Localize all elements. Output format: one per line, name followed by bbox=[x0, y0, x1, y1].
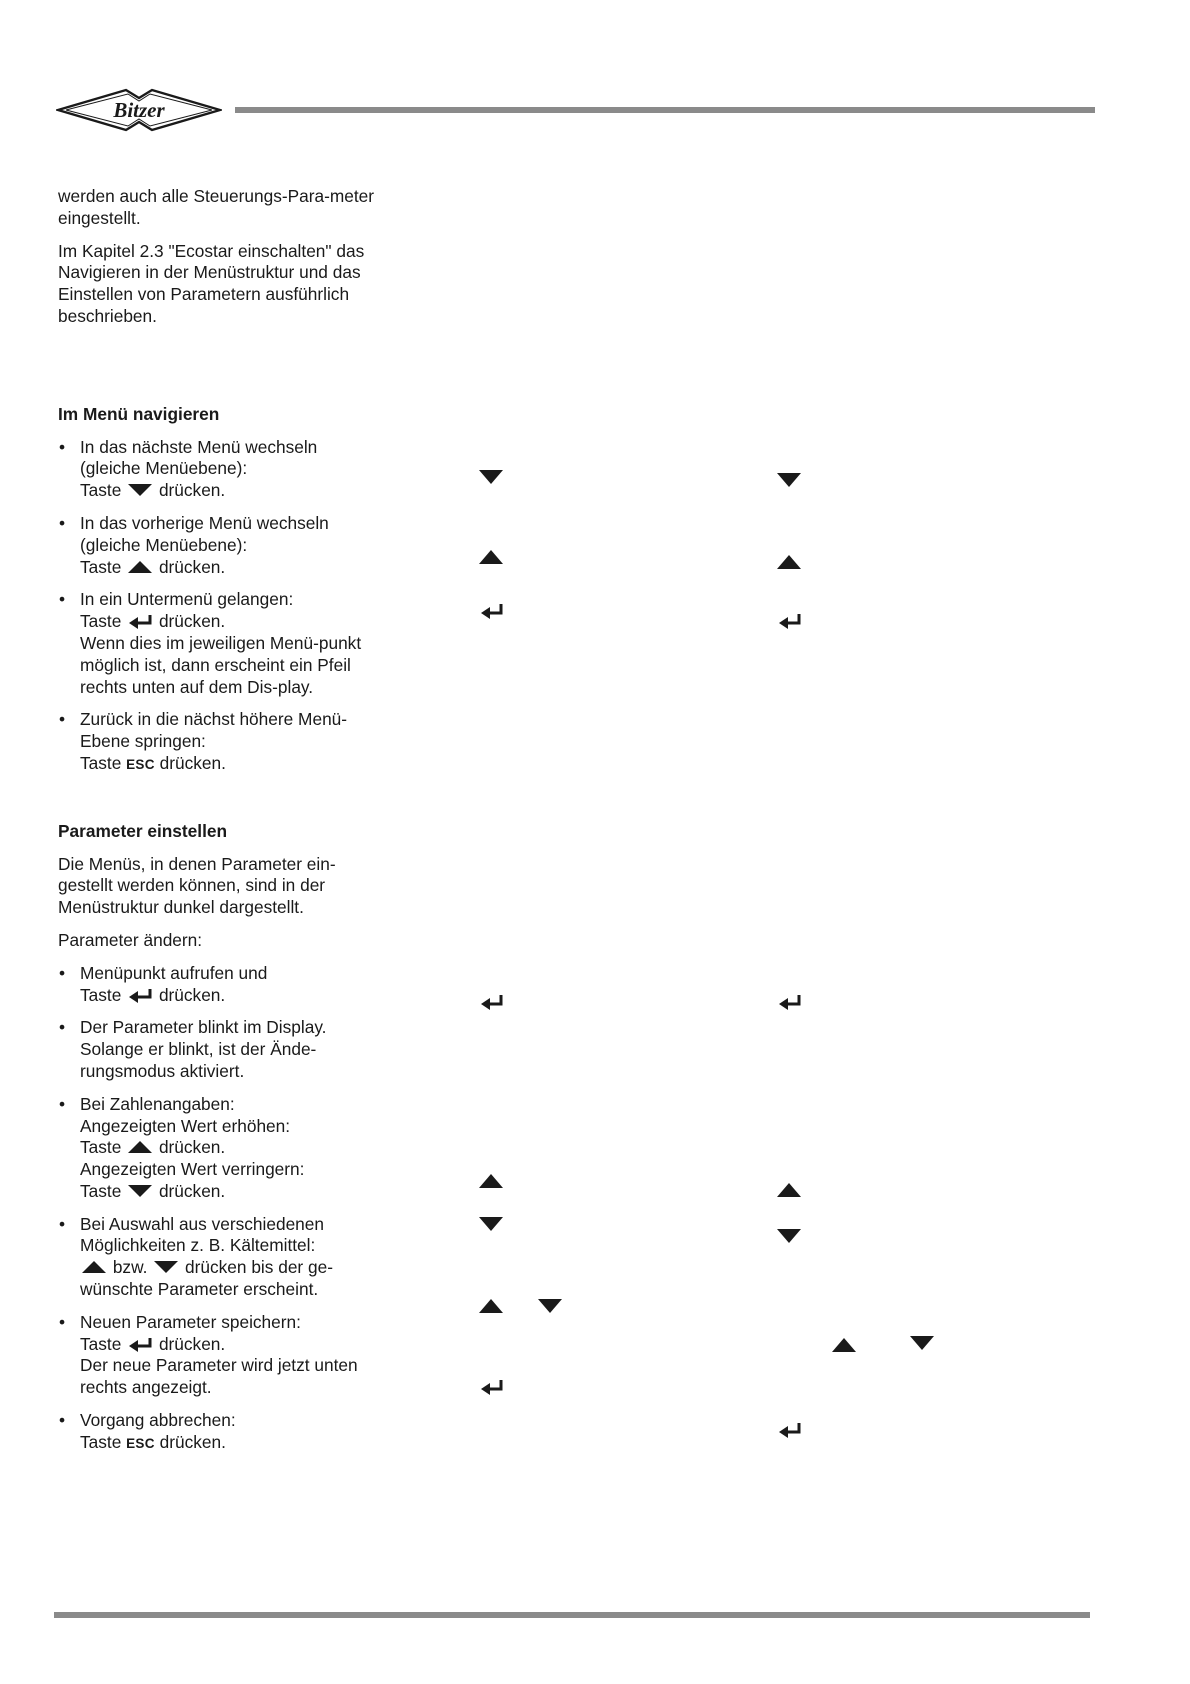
nav-heading: Im Menü navigieren bbox=[58, 403, 220, 424]
arrow-up-icon bbox=[126, 1139, 154, 1155]
arrow-down-icon bbox=[536, 1297, 564, 1315]
enter-key-icon bbox=[777, 1421, 803, 1439]
header-rule bbox=[235, 107, 1095, 113]
params-change-label: Parameter ändern: bbox=[58, 929, 203, 950]
params-list bbox=[58, 963, 376, 1455]
list-item: • Neuen Parameter speichern: Taste drücken. Der neue Parameter wird jetzt unten rechts angezeigt. bbox=[58, 1312, 376, 1399]
enter-key-icon bbox=[126, 613, 154, 629]
list-item: • Bei Zahlenangaben: Angezeigten Wert erhöhen: Taste drücken. Angezeigten Wert verringern: Taste drücken. bbox=[58, 1094, 376, 1203]
arrow-up-icon bbox=[477, 1172, 505, 1190]
intro-paragraph-1: werden auch alle Steuerungs-Para-meter eingestellt. bbox=[58, 186, 375, 228]
list-item: • Vorgang abbrechen: Taste ESC drücken. bbox=[58, 1410, 376, 1455]
arrow-down-icon bbox=[126, 482, 154, 498]
list-item: • In das nächste Menü wechseln (gleiche Menüebene): Taste drücken. bbox=[58, 437, 376, 502]
list-item: • Menüpunkt aufrufen und Taste drücken. bbox=[58, 963, 376, 1007]
nav-list bbox=[58, 437, 376, 776]
arrow-down-icon bbox=[908, 1334, 936, 1352]
esc-key-label: ESC bbox=[126, 1435, 155, 1451]
arrow-down-icon bbox=[152, 1259, 180, 1275]
list-item: • In das vorherige Menü wechseln (gleiche Menüebene): Taste drücken. bbox=[58, 513, 376, 578]
arrow-up-icon bbox=[775, 553, 803, 571]
esc-key-label: ESC bbox=[126, 756, 155, 772]
arrow-down-icon bbox=[477, 1215, 505, 1233]
arrow-down-icon bbox=[126, 1183, 154, 1199]
arrow-down-icon bbox=[775, 471, 803, 489]
arrow-down-icon bbox=[775, 1227, 803, 1245]
arrow-up-icon bbox=[126, 559, 154, 575]
bitzer-logo bbox=[56, 86, 222, 134]
enter-key-icon bbox=[479, 602, 505, 620]
enter-key-icon bbox=[126, 987, 154, 1003]
enter-key-icon bbox=[479, 1378, 505, 1396]
arrow-up-icon bbox=[775, 1181, 803, 1199]
enter-key-icon bbox=[479, 993, 505, 1011]
arrow-up-icon bbox=[477, 1297, 505, 1315]
arrow-down-icon bbox=[477, 468, 505, 486]
arrow-up-icon bbox=[477, 548, 505, 566]
list-item: • Der Parameter blinkt im Display. Solange er blinkt, ist der Ände-rungsmodus aktiviert. bbox=[58, 1017, 376, 1082]
enter-key-icon bbox=[126, 1336, 154, 1352]
enter-key-icon bbox=[777, 993, 803, 1011]
svg-text:Bitzer: Bitzer bbox=[113, 98, 165, 122]
params-intro: Die Menüs, in denen Parameter ein-gestellt werden können, sind in der Menüstruktur dunkel dargestellt. bbox=[58, 853, 336, 918]
intro-paragraph-2: Im Kapitel 2.3 "Ecostar einschalten" das Navigieren in der Menüstruktur und das Einstellen von Parametern ausführlich beschrieben. bbox=[58, 240, 365, 326]
list-item: • In ein Untermenü gelangen: Taste drücken. Wenn dies im jeweiligen Menü-punkt möglich ist, dann erscheint ein Pfeil rechts unten auf dem Dis-play. bbox=[58, 589, 376, 698]
enter-key-icon bbox=[777, 612, 803, 630]
list-item: • Bei Auswahl aus verschiedenen Möglichkeiten z. B. Kältemittel: bzw. drücken bis der ge-wünschte Parameter erscheint. bbox=[58, 1214, 376, 1301]
text-column bbox=[58, 186, 376, 1466]
arrow-up-icon bbox=[80, 1259, 108, 1275]
arrow-up-icon bbox=[830, 1336, 858, 1354]
list-item: • Zurück in die nächst höhere Menü-Ebene springen: Taste ESC drücken. bbox=[58, 709, 376, 775]
params-heading: Parameter einstellen bbox=[58, 820, 228, 841]
footer-rule bbox=[54, 1612, 1090, 1618]
